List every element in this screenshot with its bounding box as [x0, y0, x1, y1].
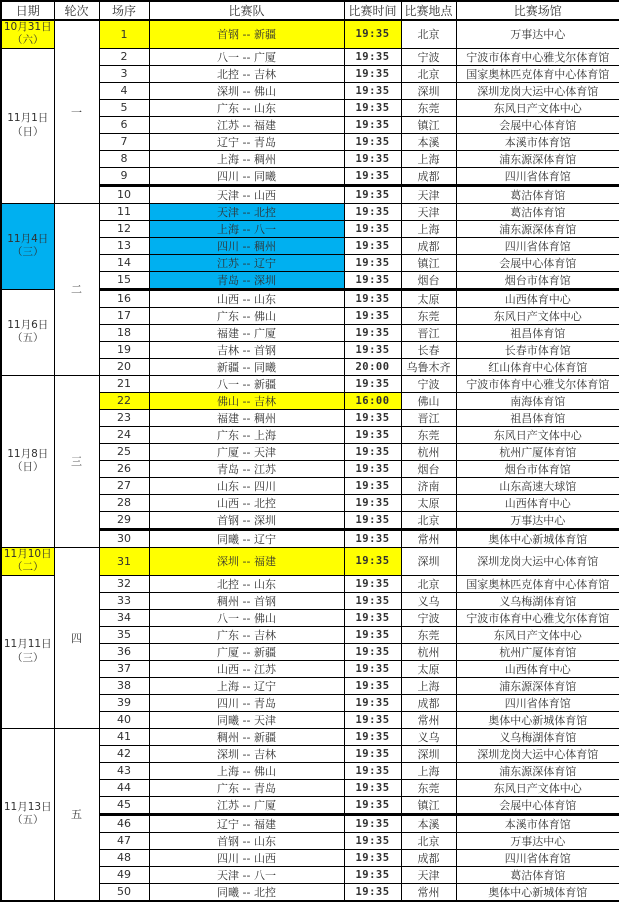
match-number: 47	[99, 832, 149, 849]
match-venue: 会展中心体育馆	[456, 796, 619, 814]
match-number: 25	[99, 443, 149, 460]
col-header-date: 日期	[1, 1, 54, 20]
match-time: 19:35	[344, 254, 401, 271]
match-city: 深圳	[401, 745, 456, 762]
match-city: 天津	[401, 185, 456, 203]
match-number: 23	[99, 409, 149, 426]
match-city: 济南	[401, 477, 456, 494]
match-venue: 东风日产文体中心	[456, 779, 619, 796]
match-number: 46	[99, 814, 149, 832]
round-cell: 四	[54, 547, 99, 728]
match-teams: 四川 -- 青岛	[149, 694, 344, 711]
match-number: 44	[99, 779, 149, 796]
match-venue: 四川省体育馆	[456, 237, 619, 254]
weekday-text: （六）	[12, 34, 44, 47]
date-cell	[1, 203, 54, 289]
match-teams: 广东 -- 上海	[149, 426, 344, 443]
match-number: 26	[99, 460, 149, 477]
match-city: 上海	[401, 677, 456, 694]
match-time: 19:35	[344, 728, 401, 745]
match-teams: 首钢 -- 山东	[149, 832, 344, 849]
match-number: 27	[99, 477, 149, 494]
match-venue: 葛沽体育馆	[456, 203, 619, 220]
schedule-row	[1, 20, 619, 48]
match-venue: 奥体中心新城体育馆	[456, 529, 619, 547]
round-cell: 一	[54, 20, 99, 203]
match-time: 19:35	[344, 289, 401, 307]
match-time: 19:35	[344, 237, 401, 254]
weekday-text: （五）	[12, 332, 44, 344]
match-city: 长春	[401, 341, 456, 358]
col-header-time: 比赛时间	[344, 1, 401, 20]
match-number: 49	[99, 866, 149, 883]
match-venue: 本溪市体育馆	[456, 814, 619, 832]
match-time: 19:35	[344, 48, 401, 65]
match-time: 19:35	[344, 99, 401, 116]
match-time: 19:35	[344, 341, 401, 358]
match-teams: 青岛 -- 江苏	[149, 460, 344, 477]
match-teams: 上海 -- 八一	[149, 220, 344, 237]
match-city: 烟台	[401, 460, 456, 477]
match-teams: 广厦 -- 新疆	[149, 643, 344, 660]
match-time: 19:35	[344, 426, 401, 443]
match-time: 19:35	[344, 271, 401, 289]
date-text: 11月6日	[7, 318, 49, 331]
match-number: 14	[99, 254, 149, 271]
match-time: 19:35	[344, 133, 401, 150]
match-number: 34	[99, 609, 149, 626]
match-city: 上海	[401, 150, 456, 167]
match-venue: 会展中心体育馆	[456, 254, 619, 271]
date-text: 11月4日	[7, 232, 49, 245]
match-venue: 葛沽体育馆	[456, 185, 619, 203]
match-number: 12	[99, 220, 149, 237]
match-venue: 万事达中心	[456, 511, 619, 529]
match-city: 宁波	[401, 48, 456, 65]
match-city: 深圳	[401, 82, 456, 99]
match-venue: 深圳龙岗大运中心体育馆	[456, 745, 619, 762]
date-text: 10月31日	[3, 21, 52, 34]
match-venue: 葛沽体育馆	[456, 866, 619, 883]
match-venue: 宁波市体育中心雅戈尔体育馆	[456, 48, 619, 65]
match-venue: 宁波市体育中心雅戈尔体育馆	[456, 375, 619, 392]
match-venue: 山西体育中心	[456, 494, 619, 511]
match-city: 常州	[401, 883, 456, 901]
match-time: 19:35	[344, 660, 401, 677]
match-teams: 福建 -- 广厦	[149, 324, 344, 341]
date-text: 11月8日	[7, 447, 49, 460]
match-number: 48	[99, 849, 149, 866]
match-venue: 义乌梅湖体育馆	[456, 728, 619, 745]
match-city: 太原	[401, 494, 456, 511]
match-city: 上海	[401, 762, 456, 779]
match-city: 本溪	[401, 814, 456, 832]
match-teams: 四川 -- 同曦	[149, 167, 344, 185]
match-teams: 稠州 -- 新疆	[149, 728, 344, 745]
match-city: 太原	[401, 289, 456, 307]
weekday-text: （二）	[12, 561, 44, 573]
match-city: 北京	[401, 20, 456, 48]
match-teams: 稠州 -- 首钢	[149, 592, 344, 609]
match-number: 21	[99, 375, 149, 392]
match-venue: 东风日产文体中心	[456, 99, 619, 116]
match-number: 15	[99, 271, 149, 289]
date-cell	[1, 289, 54, 375]
match-number: 4	[99, 82, 149, 99]
match-time: 19:35	[344, 203, 401, 220]
match-time: 19:35	[344, 694, 401, 711]
match-venue: 烟台市体育馆	[456, 460, 619, 477]
match-teams: 天津 -- 山西	[149, 185, 344, 203]
match-teams: 北控 -- 山东	[149, 575, 344, 592]
match-venue: 奥体中心新城体育馆	[456, 711, 619, 728]
match-city: 镇江	[401, 796, 456, 814]
header-row	[1, 1, 619, 20]
match-time: 19:35	[344, 167, 401, 185]
match-teams: 佛山 -- 吉林	[149, 392, 344, 409]
match-teams: 辽宁 -- 青岛	[149, 133, 344, 150]
match-time: 19:35	[344, 711, 401, 728]
weekday-text: （日）	[12, 461, 44, 473]
match-time: 19:35	[344, 677, 401, 694]
match-teams: 广东 -- 吉林	[149, 626, 344, 643]
match-teams: 四川 -- 稠州	[149, 237, 344, 254]
match-city: 天津	[401, 866, 456, 883]
col-header-number: 场序	[99, 1, 149, 20]
match-time: 19:35	[344, 20, 401, 48]
match-time: 19:35	[344, 185, 401, 203]
match-city: 烟台	[401, 271, 456, 289]
match-venue: 奥体中心新城体育馆	[456, 883, 619, 901]
match-venue: 烟台市体育馆	[456, 271, 619, 289]
date-cell	[1, 547, 54, 575]
match-venue: 国家奥林匹克体育中心体育馆	[456, 65, 619, 82]
match-teams: 广东 -- 山东	[149, 99, 344, 116]
round-cell: 五	[54, 728, 99, 901]
match-time: 19:35	[344, 116, 401, 133]
match-time: 19:35	[344, 220, 401, 237]
match-venue: 宁波市体育中心雅戈尔体育馆	[456, 609, 619, 626]
match-teams: 江苏 -- 福建	[149, 116, 344, 133]
match-city: 天津	[401, 203, 456, 220]
match-teams: 山西 -- 江苏	[149, 660, 344, 677]
match-teams: 上海 -- 稠州	[149, 150, 344, 167]
match-teams: 上海 -- 辽宁	[149, 677, 344, 694]
match-teams: 江苏 -- 广厦	[149, 796, 344, 814]
match-teams: 福建 -- 稠州	[149, 409, 344, 426]
match-time: 19:35	[344, 745, 401, 762]
match-teams: 山东 -- 四川	[149, 477, 344, 494]
match-time: 19:35	[344, 82, 401, 99]
match-venue: 山西体育中心	[456, 660, 619, 677]
match-number: 18	[99, 324, 149, 341]
match-city: 杭州	[401, 643, 456, 660]
schedule-row	[1, 375, 619, 392]
match-time: 19:35	[344, 883, 401, 901]
match-number: 5	[99, 99, 149, 116]
date-cell	[1, 728, 54, 901]
match-number: 45	[99, 796, 149, 814]
match-number: 31	[99, 547, 149, 575]
match-number: 1	[99, 20, 149, 48]
match-city: 东莞	[401, 307, 456, 324]
match-venue: 山东高速大球馆	[456, 477, 619, 494]
match-city: 北京	[401, 832, 456, 849]
match-teams: 首钢 -- 深圳	[149, 511, 344, 529]
date-text: 11月11日	[3, 638, 52, 651]
match-city: 成都	[401, 694, 456, 711]
match-time: 19:35	[344, 575, 401, 592]
match-number: 36	[99, 643, 149, 660]
match-city: 镇江	[401, 116, 456, 133]
match-number: 41	[99, 728, 149, 745]
match-teams: 深圳 -- 福建	[149, 547, 344, 575]
match-number: 32	[99, 575, 149, 592]
match-teams: 同曦 -- 天津	[149, 711, 344, 728]
match-time: 19:35	[344, 643, 401, 660]
match-teams: 同曦 -- 北控	[149, 883, 344, 901]
match-time: 19:35	[344, 307, 401, 324]
match-teams: 北控 -- 吉林	[149, 65, 344, 82]
match-venue: 浦东源深体育馆	[456, 150, 619, 167]
match-venue: 本溪市体育馆	[456, 133, 619, 150]
date-text: 11月1日	[7, 112, 49, 125]
match-city: 北京	[401, 575, 456, 592]
match-venue: 浦东源深体育馆	[456, 220, 619, 237]
match-number: 11	[99, 203, 149, 220]
match-teams: 深圳 -- 吉林	[149, 745, 344, 762]
match-city: 东莞	[401, 626, 456, 643]
match-city: 成都	[401, 849, 456, 866]
match-venue: 红山体育中心体育馆	[456, 358, 619, 375]
schedule-row	[1, 203, 619, 220]
match-city: 成都	[401, 237, 456, 254]
match-venue: 义乌梅湖体育馆	[456, 592, 619, 609]
match-teams: 新疆 -- 同曦	[149, 358, 344, 375]
match-city: 乌鲁木齐	[401, 358, 456, 375]
match-city: 成都	[401, 167, 456, 185]
match-venue: 四川省体育馆	[456, 167, 619, 185]
match-teams: 深圳 -- 佛山	[149, 82, 344, 99]
match-time: 19:35	[344, 609, 401, 626]
match-city: 晋江	[401, 324, 456, 341]
match-number: 20	[99, 358, 149, 375]
match-teams: 同曦 -- 辽宁	[149, 529, 344, 547]
match-city: 宁波	[401, 375, 456, 392]
match-city: 宁波	[401, 609, 456, 626]
match-teams: 辽宁 -- 福建	[149, 814, 344, 832]
match-number: 35	[99, 626, 149, 643]
col-header-city: 比赛地点	[401, 1, 456, 20]
match-teams: 广厦 -- 天津	[149, 443, 344, 460]
match-city: 深圳	[401, 547, 456, 575]
schedule-body	[1, 20, 619, 901]
schedule-row	[1, 728, 619, 745]
match-number: 16	[99, 289, 149, 307]
match-venue: 会展中心体育馆	[456, 116, 619, 133]
match-city: 太原	[401, 660, 456, 677]
match-number: 9	[99, 167, 149, 185]
round-cell: 三	[54, 375, 99, 547]
match-time: 19:35	[344, 443, 401, 460]
match-venue: 祖昌体育馆	[456, 409, 619, 426]
match-time: 19:35	[344, 866, 401, 883]
match-number: 37	[99, 660, 149, 677]
match-time: 19:35	[344, 626, 401, 643]
match-number: 7	[99, 133, 149, 150]
date-cell	[1, 48, 54, 203]
match-venue: 深圳龙岗大运中心体育馆	[456, 547, 619, 575]
match-city: 佛山	[401, 392, 456, 409]
match-number: 33	[99, 592, 149, 609]
match-teams: 广东 -- 青岛	[149, 779, 344, 796]
match-time: 19:35	[344, 529, 401, 547]
match-time: 19:35	[344, 511, 401, 529]
match-time: 19:35	[344, 460, 401, 477]
match-number: 17	[99, 307, 149, 324]
date-cell	[1, 375, 54, 547]
match-city: 常州	[401, 711, 456, 728]
match-city: 杭州	[401, 443, 456, 460]
match-city: 义乌	[401, 592, 456, 609]
match-city: 常州	[401, 529, 456, 547]
match-venue: 祖昌体育馆	[456, 324, 619, 341]
match-number: 2	[99, 48, 149, 65]
match-venue: 山西体育中心	[456, 289, 619, 307]
match-venue: 东风日产文体中心	[456, 307, 619, 324]
match-number: 3	[99, 65, 149, 82]
col-header-round: 轮次	[54, 1, 99, 20]
match-number: 24	[99, 426, 149, 443]
match-number: 38	[99, 677, 149, 694]
match-city: 东莞	[401, 779, 456, 796]
match-time: 20:00	[344, 358, 401, 375]
match-number: 6	[99, 116, 149, 133]
match-time: 19:35	[344, 849, 401, 866]
match-teams: 江苏 -- 辽宁	[149, 254, 344, 271]
match-city: 北京	[401, 511, 456, 529]
match-venue: 浦东源深体育馆	[456, 762, 619, 779]
match-venue: 东风日产文体中心	[456, 426, 619, 443]
weekday-text: （五）	[12, 814, 44, 826]
match-number: 50	[99, 883, 149, 901]
match-venue: 杭州广厦体育馆	[456, 643, 619, 660]
match-city: 东莞	[401, 99, 456, 116]
match-number: 13	[99, 237, 149, 254]
match-venue: 南海体育馆	[456, 392, 619, 409]
col-header-venue: 比赛场馆	[456, 1, 619, 20]
round-cell: 二	[54, 203, 99, 375]
col-header-teams: 比赛队	[149, 1, 344, 20]
date-text: 11月10日	[3, 547, 52, 560]
match-venue: 深圳龙岗大运中心体育馆	[456, 82, 619, 99]
match-teams: 八一 -- 新疆	[149, 375, 344, 392]
match-teams: 吉林 -- 首钢	[149, 341, 344, 358]
weekday-text: （日）	[12, 125, 44, 138]
weekday-text: （三）	[12, 651, 44, 664]
match-teams: 八一 -- 广厦	[149, 48, 344, 65]
match-venue: 国家奥林匹克体育中心体育馆	[456, 575, 619, 592]
match-time: 19:35	[344, 779, 401, 796]
match-number: 40	[99, 711, 149, 728]
match-number: 30	[99, 529, 149, 547]
match-teams: 上海 -- 佛山	[149, 762, 344, 779]
match-venue: 长春市体育馆	[456, 341, 619, 358]
match-venue: 杭州广厦体育馆	[456, 443, 619, 460]
match-city: 本溪	[401, 133, 456, 150]
match-time: 19:35	[344, 409, 401, 426]
match-time: 19:35	[344, 796, 401, 814]
match-number: 29	[99, 511, 149, 529]
match-time: 19:35	[344, 547, 401, 575]
schedule-row	[1, 547, 619, 575]
match-city: 晋江	[401, 409, 456, 426]
match-teams: 天津 -- 八一	[149, 866, 344, 883]
match-number: 8	[99, 150, 149, 167]
match-teams: 青岛 -- 深圳	[149, 271, 344, 289]
match-city: 上海	[401, 220, 456, 237]
match-venue: 万事达中心	[456, 20, 619, 48]
match-number: 19	[99, 341, 149, 358]
match-teams: 广东 -- 佛山	[149, 307, 344, 324]
match-number: 39	[99, 694, 149, 711]
match-time: 19:35	[344, 494, 401, 511]
match-time: 19:35	[344, 814, 401, 832]
match-teams: 山西 -- 北控	[149, 494, 344, 511]
date-text: 11月13日	[3, 800, 52, 813]
match-time: 19:35	[344, 150, 401, 167]
match-city: 东莞	[401, 426, 456, 443]
weekday-text: （三）	[12, 246, 44, 258]
match-teams: 天津 -- 北控	[149, 203, 344, 220]
match-venue: 四川省体育馆	[456, 849, 619, 866]
match-time: 19:35	[344, 762, 401, 779]
match-venue: 四川省体育馆	[456, 694, 619, 711]
match-venue: 浦东源深体育馆	[456, 677, 619, 694]
match-time: 16:00	[344, 392, 401, 409]
match-city: 北京	[401, 65, 456, 82]
match-teams: 四川 -- 山西	[149, 849, 344, 866]
match-time: 19:35	[344, 375, 401, 392]
date-cell	[1, 575, 54, 728]
match-teams: 八一 -- 佛山	[149, 609, 344, 626]
match-city: 义乌	[401, 728, 456, 745]
date-cell	[1, 20, 54, 48]
match-number: 10	[99, 185, 149, 203]
match-city: 镇江	[401, 254, 456, 271]
match-time: 19:35	[344, 592, 401, 609]
match-number: 28	[99, 494, 149, 511]
match-teams: 山西 -- 山东	[149, 289, 344, 307]
match-number: 22	[99, 392, 149, 409]
match-time: 19:35	[344, 832, 401, 849]
match-time: 19:35	[344, 477, 401, 494]
schedule-header	[1, 1, 619, 20]
match-number: 43	[99, 762, 149, 779]
match-time: 19:35	[344, 324, 401, 341]
match-venue: 万事达中心	[456, 832, 619, 849]
match-teams: 首钢 -- 新疆	[149, 20, 344, 48]
match-number: 42	[99, 745, 149, 762]
match-venue: 东风日产文体中心	[456, 626, 619, 643]
match-time: 19:35	[344, 65, 401, 82]
